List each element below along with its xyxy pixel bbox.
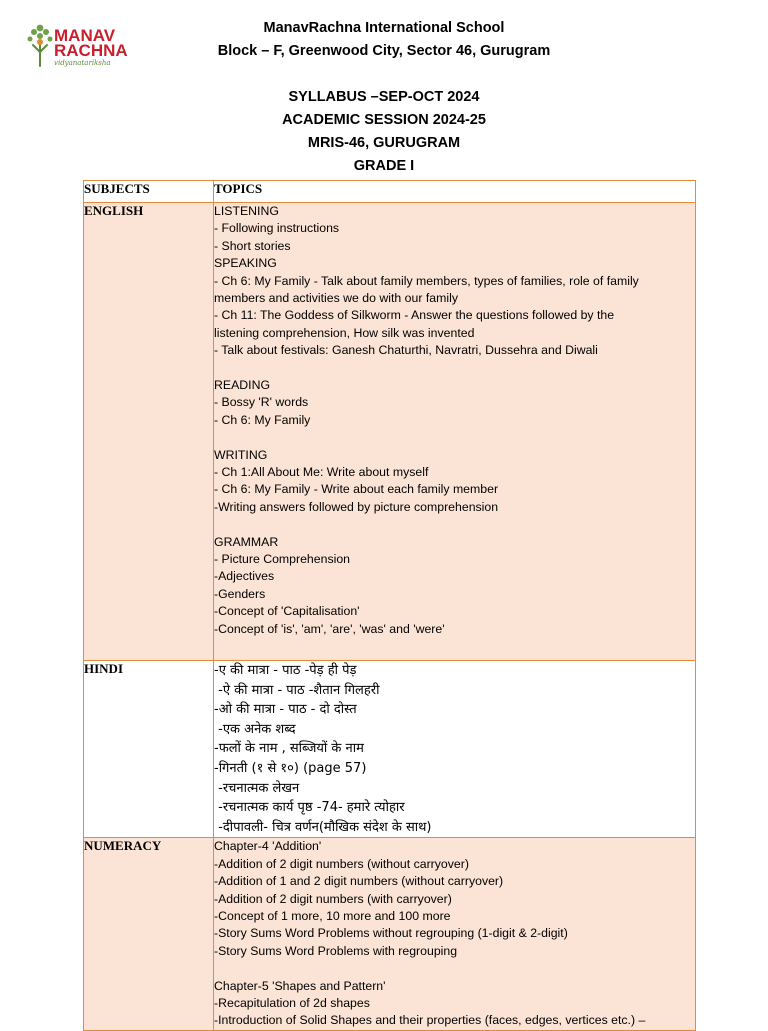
topics-numeracy <box>214 838 696 1030</box>
topic-line: -Recapitulation of 2d shapes <box>214 995 370 1010</box>
logo-text: RACHNA <box>54 41 128 60</box>
subject-english: ENGLISH <box>84 203 214 661</box>
topic-line: - Ch 6: My Family - Write about each family member <box>214 482 499 497</box>
topic-line: - Ch 6: My Family - Talk about family members, types of families, role of family <box>214 273 639 288</box>
subject-hindi: HINDI <box>84 661 214 838</box>
topic-line: -ऐ की मात्रा - पाठ -शैतान गिलहरी <box>214 682 380 698</box>
topic-line: WRITING <box>214 447 268 462</box>
topic-line: -Story Sums Word Problems with regrouping <box>214 943 458 958</box>
logo-tagline: vidyanatariksha <box>54 59 111 67</box>
topic-line: -Introduction of Solid Shapes and their properties (faces, edges, vertices etc.) – <box>214 1013 646 1028</box>
school-address: Block – F, Greenwood City, Sector 46, Gurugram <box>217 43 551 59</box>
topic-line: -एक अनेक शब्द <box>214 721 296 737</box>
branch-name: MRIS-46, GURUGRAM <box>307 135 461 151</box>
topic-line: LISTENING <box>214 204 279 218</box>
topic-line: - Ch 1:All About Me: Write about myself <box>214 465 429 480</box>
topic-line: - Following instructions <box>214 221 340 236</box>
topic-line: -ओ की मात्रा - पाठ - दो दोस्त <box>214 702 357 718</box>
topics-hindi <box>214 661 696 838</box>
topic-line: -रचनात्मक कार्य पृष्ठ -74- हमारे त्योहार <box>214 800 405 816</box>
table-row <box>84 661 696 838</box>
table-row <box>84 838 696 1030</box>
topic-line <box>214 516 695 533</box>
topic-line: listening comprehension, How silk was invented <box>214 325 475 340</box>
topic-line <box>214 360 695 377</box>
topic-line: -Story Sums Word Problems without regrouping (1-digit & 2-digit) <box>214 926 568 941</box>
topic-line: -Addition of 2 digit numbers (without carryover) <box>214 856 469 871</box>
syllabus-title: SYLLABUS –SEP-OCT 2024 <box>288 89 480 105</box>
topic-line: SPEAKING <box>214 256 277 271</box>
topic-line: -Writing answers followed by picture comprehension <box>214 499 499 514</box>
table-row <box>84 203 696 661</box>
topic-line: - Talk about festivals: Ganesh Chaturthi, Navratri, Dussehra and Diwali <box>214 343 598 358</box>
topic-line: -Addition of 2 digit numbers (with carryover) <box>214 891 452 906</box>
topic-line: members and activities we do with our family <box>214 291 458 306</box>
topic-line: -Concept of 1 more, 10 more and 100 more <box>214 908 451 923</box>
topic-line: Chapter-5 'Shapes and Pattern' <box>214 978 386 993</box>
topic-line: READING <box>214 378 271 393</box>
topic-line: - Ch 6: My Family <box>214 412 311 427</box>
topic-line: - Bossy 'R' words <box>214 395 309 410</box>
logo-text: MANAV <box>54 26 116 45</box>
topic-line: -Addition of 1 and 2 digit numbers (without carryover) <box>214 874 504 889</box>
topics-header: TOPICS <box>214 181 696 203</box>
topic-line <box>214 429 695 446</box>
topic-line: - Ch 11: The Goddess of Silkworm - Answer the questions followed by the <box>214 308 615 323</box>
subject-numeracy: NUMERACY <box>84 838 214 1030</box>
table-header-row <box>84 181 696 203</box>
school-name: ManavRachna International School <box>263 20 505 36</box>
topic-line: -फलों के नाम , सब्जियों के नाम <box>214 741 364 757</box>
topic-line: -Concept of 'is', 'am', 'are', 'was' and 'were' <box>214 621 445 636</box>
topic-line: - Picture Comprehension <box>214 552 351 567</box>
grade-label: GRADE I <box>353 158 415 174</box>
syllabus-table <box>83 180 696 1031</box>
topic-line <box>214 960 695 977</box>
topic-line: -Genders <box>214 586 266 601</box>
topics-english <box>214 203 696 661</box>
topic-line: -ए की मात्रा - पाठ -पेड़ ही पेड़ <box>214 663 357 678</box>
topic-line: -Adjectives <box>214 569 275 584</box>
topic-line: -Concept of 'Capitalisation' <box>214 604 360 619</box>
topic-line: -गिनती (१ से १०) (page 57) <box>214 760 367 776</box>
topic-line: -दीपावली- चित्र वर्णन(मौखिक संदेश के साथ) <box>214 819 432 835</box>
topic-line: GRAMMAR <box>214 534 279 549</box>
subjects-header: SUBJECTS <box>84 181 214 203</box>
academic-session: ACADEMIC SESSION 2024-25 <box>282 112 486 128</box>
topic-line: Chapter-4 'Addition' <box>214 839 322 854</box>
topic-line: -रचनात्मक लेखन <box>214 780 300 796</box>
topic-line: - Short stories <box>214 238 291 253</box>
